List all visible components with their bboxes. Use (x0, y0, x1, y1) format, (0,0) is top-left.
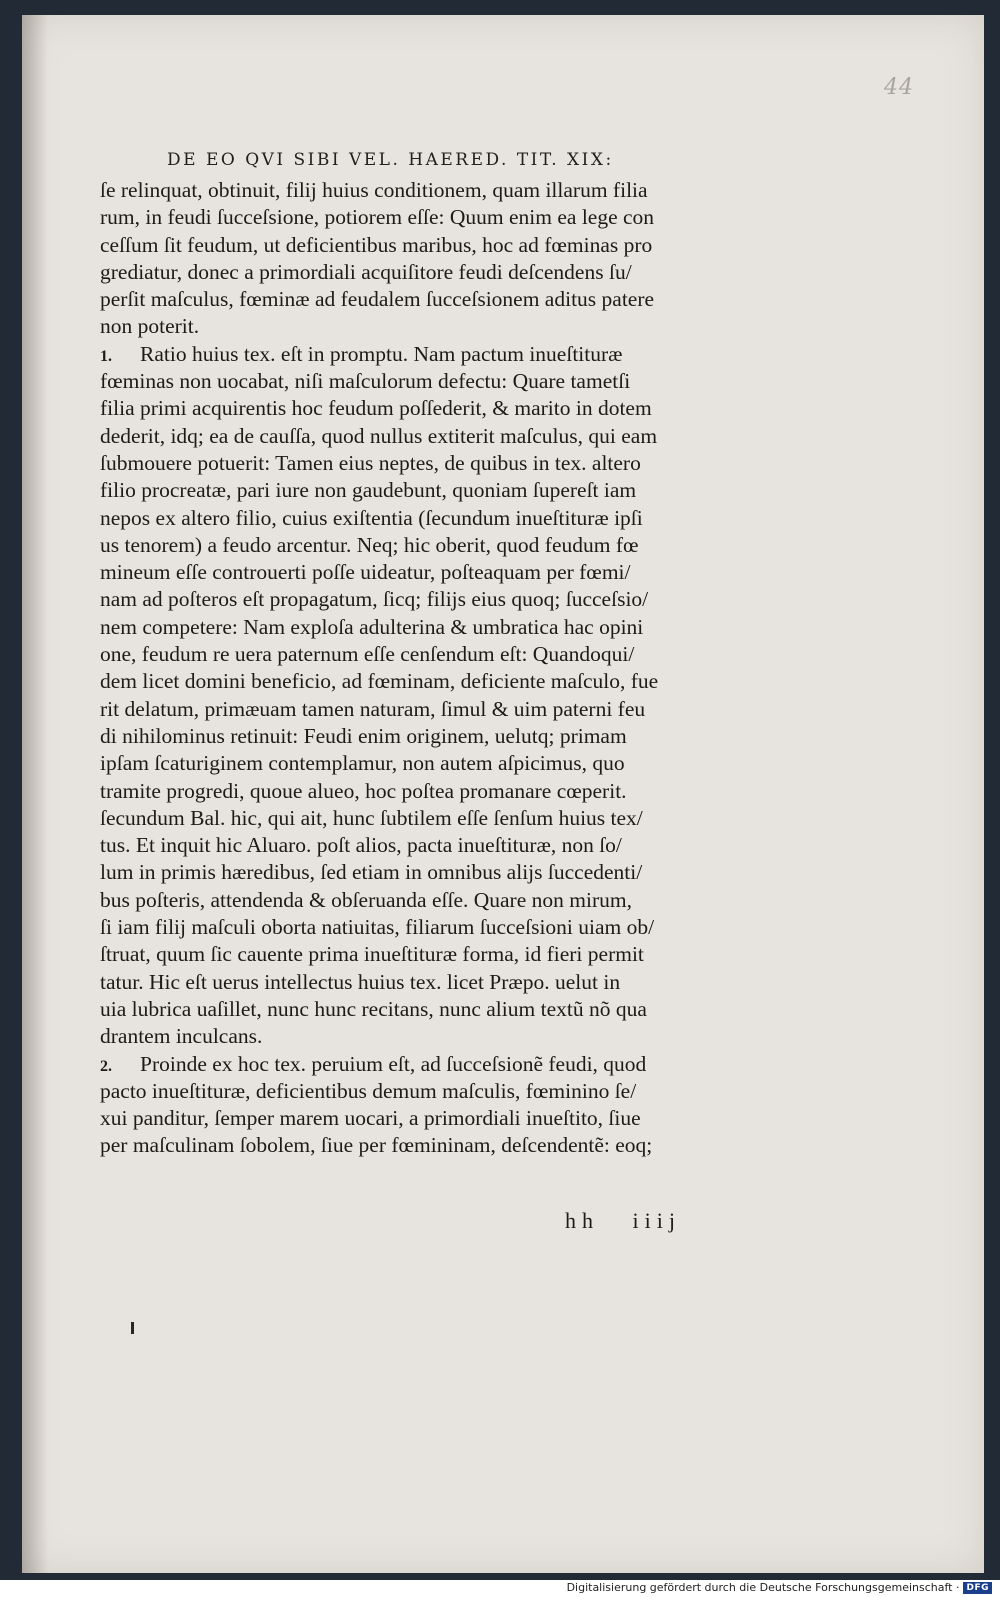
text-line (100, 232, 780, 259)
line-text: ſe relinquat, obtinuit, filij huius conditionem, quam illarum filia (100, 178, 648, 202)
text-line (100, 204, 780, 231)
text-line (100, 559, 780, 586)
paragraph-number: 1. (100, 347, 112, 365)
ink-mark (131, 1322, 134, 1334)
line-text: Proinde ex hoc tex. peruium eſt, ad ſucceſsionẽ feudi, quod (140, 1051, 647, 1076)
book-page (22, 15, 984, 1573)
spine-shadow (22, 15, 48, 1573)
text-line (100, 313, 780, 340)
line-text: perſit maſculus, fœminæ ad feudalem ſucceſsionem aditus patere (100, 287, 655, 312)
line-text: per maſculinam ſobolem, ſiue per fœmininam, deſcendentẽ: eoq; (100, 1133, 653, 1158)
text-line (100, 586, 780, 613)
line-text: bus poſteris, attendenda & obſeruanda eſſe. Quare non mirum, (100, 887, 632, 912)
line-text: grediatur, donec a primordiali acquiſitore feudi deſcendens ſu/ (100, 259, 632, 284)
text-line (100, 259, 780, 286)
text-line (100, 859, 780, 886)
line-text: ceſſum ſit feudum, ut deficientibus maribus, hoc ad fœminas pro (100, 232, 653, 257)
text-line (100, 887, 780, 914)
line-text: filio procreatæ, pari iure non gaudebunt, quoniam ſupereſt iam (100, 478, 637, 503)
line-text: xui panditur, ſemper marem uocari, a primordiali inueſtito, ſiue (100, 1106, 641, 1131)
line-text: ſubmouere potuerit: Tamen eius neptes, de quibus in tex. altero (100, 450, 641, 475)
line-text: one, feudum re uera paternum eſſe cenſendum eſt: Quandoqui/ (100, 642, 635, 667)
paragraph-number: 2. (100, 1057, 112, 1075)
text-line (100, 423, 780, 450)
text-line (100, 450, 780, 477)
text-line (100, 723, 780, 750)
text-line (100, 477, 780, 504)
line-text: dem licet domini beneficio, ad fœminam, deficiente maſculo, fue (100, 669, 659, 694)
line-text: non poterit. (100, 314, 200, 339)
folio-number: 44 (884, 75, 914, 100)
signature-mark: hh iiij (565, 1208, 681, 1233)
line-text: uia lubrica uaſillet, nunc hunc recitans, nunc alium textũ nõ qua (100, 996, 647, 1021)
line-text: rit delatum, primæuam tamen naturam, ſimul & uim paterni feu (100, 696, 646, 721)
text-line (100, 1132, 780, 1159)
text-line (100, 286, 780, 313)
line-text: us tenorem) a feudo arcentur. Neq; hic oberit, quod feudum fœ (100, 532, 639, 557)
digitization-credit (567, 1581, 992, 1594)
text-line (100, 395, 780, 422)
credit-text: Digitalisierung gefördert durch die Deutsche Forschungsgemeinschaft · (566, 1581, 960, 1594)
line-text: nam ad poſteros eſt propagatum, ſicq; filijs eius quoq; ſucceſsio/ (100, 587, 649, 612)
line-text: mineum eſſe controuerti poſſe uideatur, poſteaquam per fœmi/ (100, 560, 631, 585)
line-text: nem competere: Nam exploſa adulterina & umbratica hac opini (100, 614, 644, 639)
text-line (100, 1051, 780, 1078)
line-text: pacto inueſtituræ, deficientibus demum maſculis, fœminino ſe/ (100, 1078, 637, 1103)
line-text: tus. Et inquit hic Aluaro. poſt alios, pacta inueſtituræ, non ſo/ (100, 833, 622, 858)
text-line (100, 614, 780, 641)
line-text: lum in primis hæredibus, ſed etiam in omnibus alijs ſuccedenti/ (100, 860, 643, 885)
text-line (100, 778, 780, 805)
text-line (100, 368, 780, 395)
text-line (100, 750, 780, 777)
text-line (100, 969, 780, 996)
line-text: ſi iam filij maſculi oborta natiuitas, filiarum ſucceſsioni uiam ob/ (100, 915, 655, 940)
running-head: DE EO QVI SIBI VEL. HAERED. TIT. XIX: (167, 150, 614, 170)
line-text: drantem inculcans. (100, 1024, 263, 1049)
line-text: ſtruat, quum ſic cauente prima inueſtituræ forma, id fieri permit (100, 942, 644, 967)
text-line (100, 532, 780, 559)
text-line (100, 696, 780, 723)
line-text: di nihilominus retinuit: Feudi enim originem, uelutq; primam (100, 723, 627, 748)
line-text: ſecundum Bal. hic, qui ait, hunc ſubtilem eſſe ſenſum huius tex/ (100, 805, 643, 830)
line-text: nepos ex altero filio, cuius exiſtentia (ſecundum inueſtituræ ipſi (100, 505, 643, 530)
line-text: ipſam ſcaturiginem contemplamur, non autem aſpicimus, quo (100, 751, 625, 776)
line-text: rum, in feudi ſucceſsione, potiorem eſſe: Quum enim ea lege con (100, 205, 655, 230)
body-text (100, 177, 780, 1160)
text-line (100, 1023, 780, 1050)
text-line (100, 1105, 780, 1132)
line-text: tatur. Hic eſt uerus intellectus huius tex. licet Præpo. uelut in (100, 969, 621, 994)
text-line (100, 668, 780, 695)
text-line (100, 1078, 780, 1105)
text-line (100, 641, 780, 668)
text-line (100, 941, 780, 968)
text-line (100, 996, 780, 1023)
text-line (100, 832, 780, 859)
text-line (100, 914, 780, 941)
text-line (100, 505, 780, 532)
dfg-logo: DFG (963, 1582, 992, 1594)
text-line (100, 341, 780, 368)
text-line (100, 177, 780, 204)
line-text: fœminas non uocabat, niſi maſculorum defectu: Quare tametſi (100, 369, 631, 394)
line-text: Ratio huius tex. eſt in promptu. Nam pactum inueſtituræ (140, 341, 623, 366)
text-line (100, 805, 780, 832)
line-text: tramite progredi, quoue alueo, hoc poſtea promanare cœperit. (100, 778, 627, 803)
line-text: filia primi acquirentis hoc feudum poſſederit, & marito in dotem (100, 396, 652, 421)
line-text: dederit, idq; ea de cauſſa, quod nullus extiterit maſculus, qui eam (100, 423, 658, 448)
